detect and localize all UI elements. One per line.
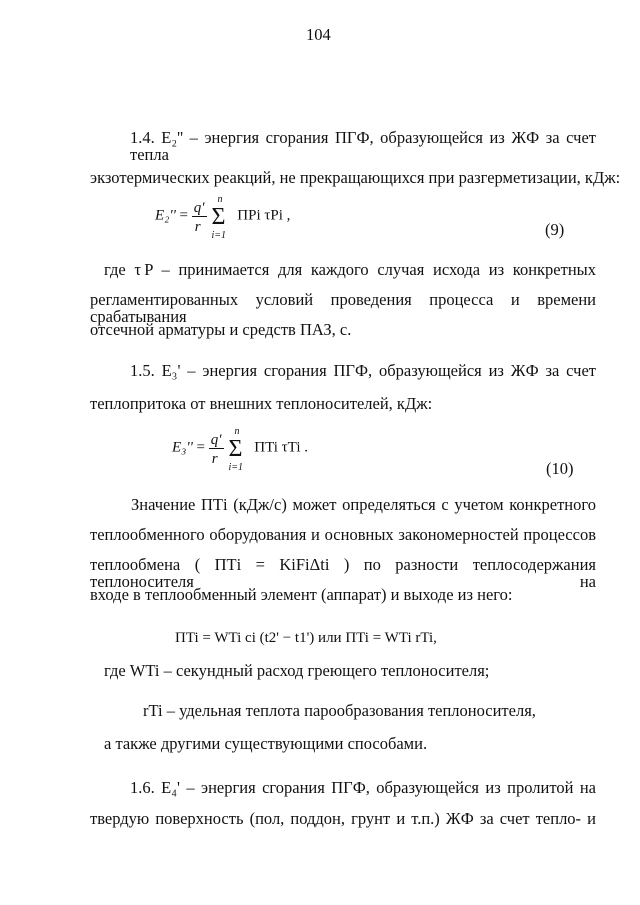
eq-number-10: (10) bbox=[546, 459, 574, 478]
formula-9-lhs: E₂'' bbox=[155, 207, 176, 224]
s14-where2: регламентированных условий проведения процесса и времени срабатывания bbox=[90, 290, 596, 326]
formula-10: E₃'' = $\frac{q'}{r}$ Σ n i=1 ПTi τTi . bbox=[172, 426, 308, 473]
sum-sign: Σ n i=1 bbox=[228, 426, 244, 473]
formula-9-term: ПPi τPi bbox=[237, 207, 283, 224]
s15-where3: а также другими существующими способами. bbox=[104, 734, 428, 753]
s14-line2: экзотермических реакций, не прекращающихся при разгерметизации, кДж: bbox=[90, 168, 621, 187]
s15-p3: теплообмена ( ПТi = KiFiΔti ) по разности теплосодержания теплоносителя на bbox=[90, 555, 596, 591]
s15-p4: входе в теплообменный элемент (аппарат) и выходе из него: bbox=[90, 585, 513, 604]
s15-line2: теплопритока от внешних теплоносителей, кДж: bbox=[90, 394, 433, 413]
s15-line1: 1.5. E₃' – энергия сгорания ПГФ, образующейся из ЖФ за счет bbox=[130, 361, 596, 380]
formula-10-term: ПTi τTi bbox=[254, 439, 301, 456]
s14-line1: 1.4. E₂'' – энергия сгорания ПГФ, образующейся из ЖФ за счет тепла bbox=[130, 128, 596, 164]
s16-line1: 1.6. E₄' – энергия сгорания ПГФ, образующейся из пролитой на bbox=[130, 778, 596, 797]
sum-sign: Σ n i=1 bbox=[211, 194, 227, 241]
s16-line2: твердую поверхность (пол, поддон, грунт и т.п.) ЖФ за счет тепло- и bbox=[90, 809, 596, 828]
formula-9: E₂'' = $\frac{q'}{r}$ Σ n i=1 ПPi τPi , bbox=[155, 194, 291, 241]
page-number: 104 bbox=[306, 25, 331, 44]
s14-where3: отсечной арматуры и средств ПАЗ, с. bbox=[90, 320, 352, 339]
eq-number-9: (9) bbox=[545, 220, 565, 239]
s14-where1: где τ P – принимается для каждого случая исхода из конкретных bbox=[104, 260, 596, 279]
formula-10-lhs: E₃'' bbox=[172, 439, 193, 456]
s15-where1: где WTi – секундный расход греющего теплоносителя; bbox=[104, 661, 490, 680]
formula-10-fraction: $\frac{q'}{r}$ bbox=[209, 430, 225, 466]
formula-9-fraction: $\frac{q'}{r}$ bbox=[192, 198, 208, 234]
formula-heat: ПTi = WTi ci (t2' − t1') или ПTi = WTi rTi, bbox=[175, 630, 437, 646]
s15-p1: Значение ПТi (кДж/с) может определяться с учетом конкретного bbox=[131, 495, 596, 514]
s15-where2: rTi – удельная теплота парообразования теплоносителя, bbox=[143, 701, 536, 720]
s15-p2: теплообменного оборудования и основных закономерностей процессов bbox=[90, 525, 596, 544]
